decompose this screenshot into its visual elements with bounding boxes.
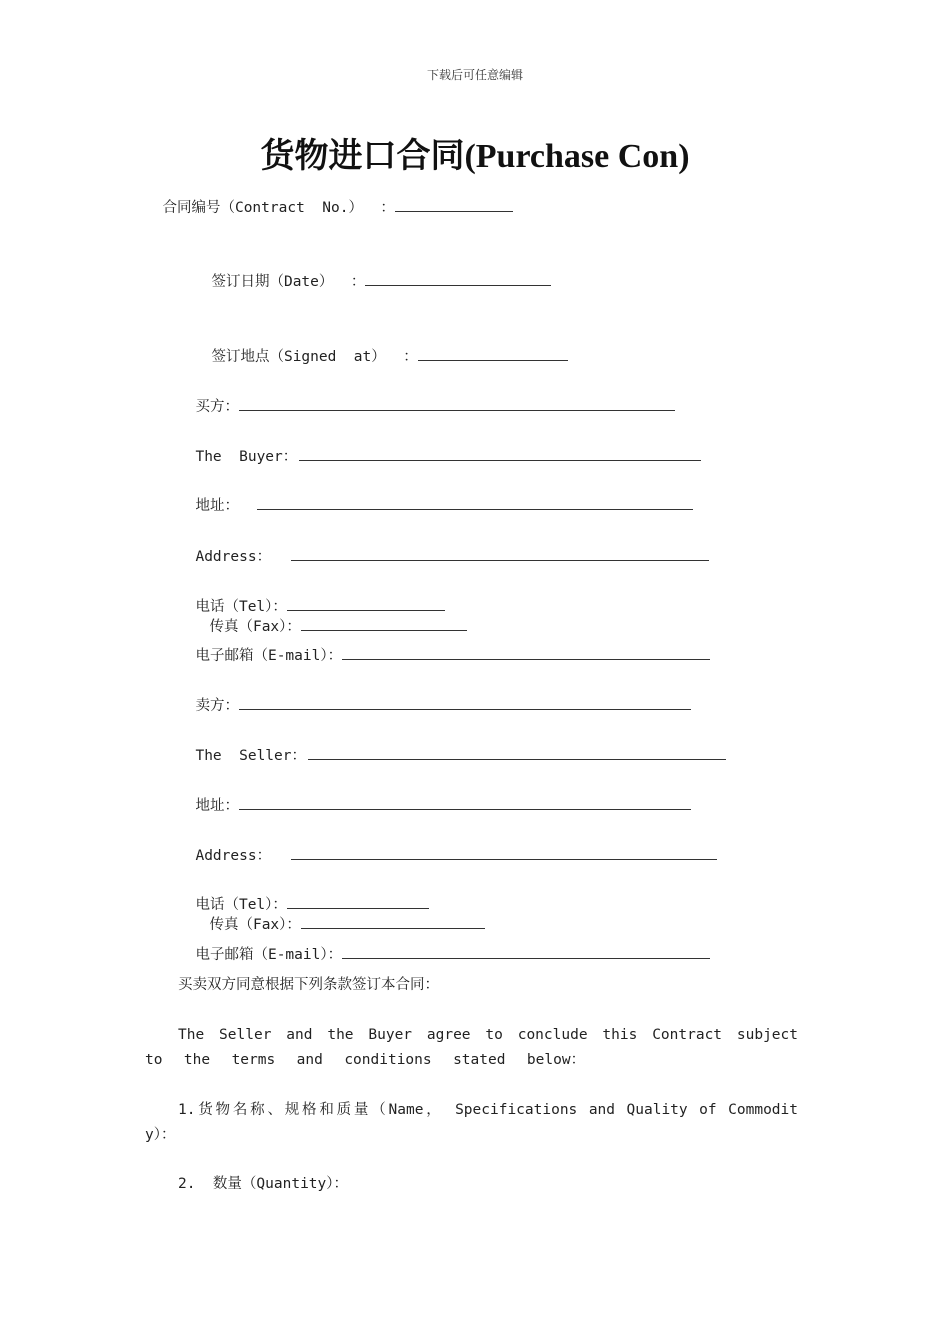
buyer-email-label: 电子邮箱（E-mail）： (195, 648, 343, 664)
contract-no-label: 合同编号（Contract No.） ： (162, 200, 395, 216)
signed-at-blank[interactable] (418, 347, 568, 361)
buyer-tel-blank[interactable] (287, 597, 445, 611)
seller-fax-label: 传真（Fax）： (209, 917, 301, 933)
buyer-cn-label: 买方： (195, 399, 239, 415)
buyer-addr-en-blank[interactable] (291, 547, 709, 561)
agree-cn: 买卖双方同意根据下列条款签订本合同： (178, 977, 439, 993)
buyer-addr-cn-blank[interactable] (257, 496, 693, 510)
seller-cn-label: 卖方： (195, 698, 239, 714)
seller-tel-blank[interactable] (287, 895, 429, 909)
clause-1-line1: 1.货物名称、规格和质量（Name， Specifications and Quality of Commodit (178, 1102, 798, 1118)
contract-no-row (145, 178, 513, 218)
seller-addr-en-label: Address： (195, 848, 272, 864)
buyer-cn-row (178, 377, 675, 417)
seller-addr-cn-row (178, 776, 691, 816)
seller-cn-row (178, 676, 691, 716)
date-blank[interactable] (365, 272, 551, 286)
seller-email-row (178, 925, 710, 965)
seller-tel-label: 电话（Tel）： (195, 897, 287, 913)
seller-cn-blank[interactable] (239, 696, 691, 710)
seller-addr-en-row (178, 826, 717, 866)
buyer-addr-en-row (178, 527, 709, 567)
buyer-en-row (178, 427, 701, 467)
buyer-addr-cn-label: 地址： (195, 498, 239, 514)
agree-en-line1: The Seller and the Buyer agree to conclude this Contract subject (178, 1027, 798, 1043)
document-title: 货物进口合同(Purchase Con) (260, 138, 690, 175)
seller-en-blank[interactable] (308, 746, 726, 760)
seller-email-label: 电子邮箱（E-mail）： (195, 947, 343, 963)
clause-2: 2. 数量（Quantity）： (178, 1176, 349, 1192)
seller-addr-en-blank[interactable] (291, 846, 717, 860)
buyer-addr-en-label: Address： (195, 549, 272, 565)
buyer-tel-label: 电话（Tel）： (195, 599, 287, 615)
buyer-cn-blank[interactable] (239, 397, 675, 411)
buyer-en-label: The Buyer： (195, 449, 298, 465)
signed-at-label: 签订地点（Signed at） ： (211, 349, 418, 365)
contract-no-blank[interactable] (395, 198, 513, 212)
date-label: 签订日期（Date） ： (211, 274, 366, 290)
buyer-addr-cn-row (178, 476, 693, 516)
page-header: 下载后可任意编辑 (426, 68, 523, 82)
seller-en-label: The Seller： (195, 748, 306, 764)
seller-en-row (178, 726, 726, 766)
agree-en-line2: to the terms and conditions stated below： (145, 1052, 586, 1068)
buyer-fax-label: 传真（Fax）： (209, 619, 301, 635)
clause-1-line2: y）： (145, 1127, 176, 1143)
seller-email-blank[interactable] (342, 945, 710, 959)
seller-addr-cn-label: 地址： (195, 798, 239, 814)
buyer-email-row (178, 626, 710, 666)
signed-at-row (194, 327, 568, 367)
date-row (194, 252, 551, 292)
buyer-en-blank[interactable] (299, 447, 701, 461)
seller-addr-cn-blank[interactable] (239, 796, 691, 810)
buyer-email-blank[interactable] (342, 646, 710, 660)
